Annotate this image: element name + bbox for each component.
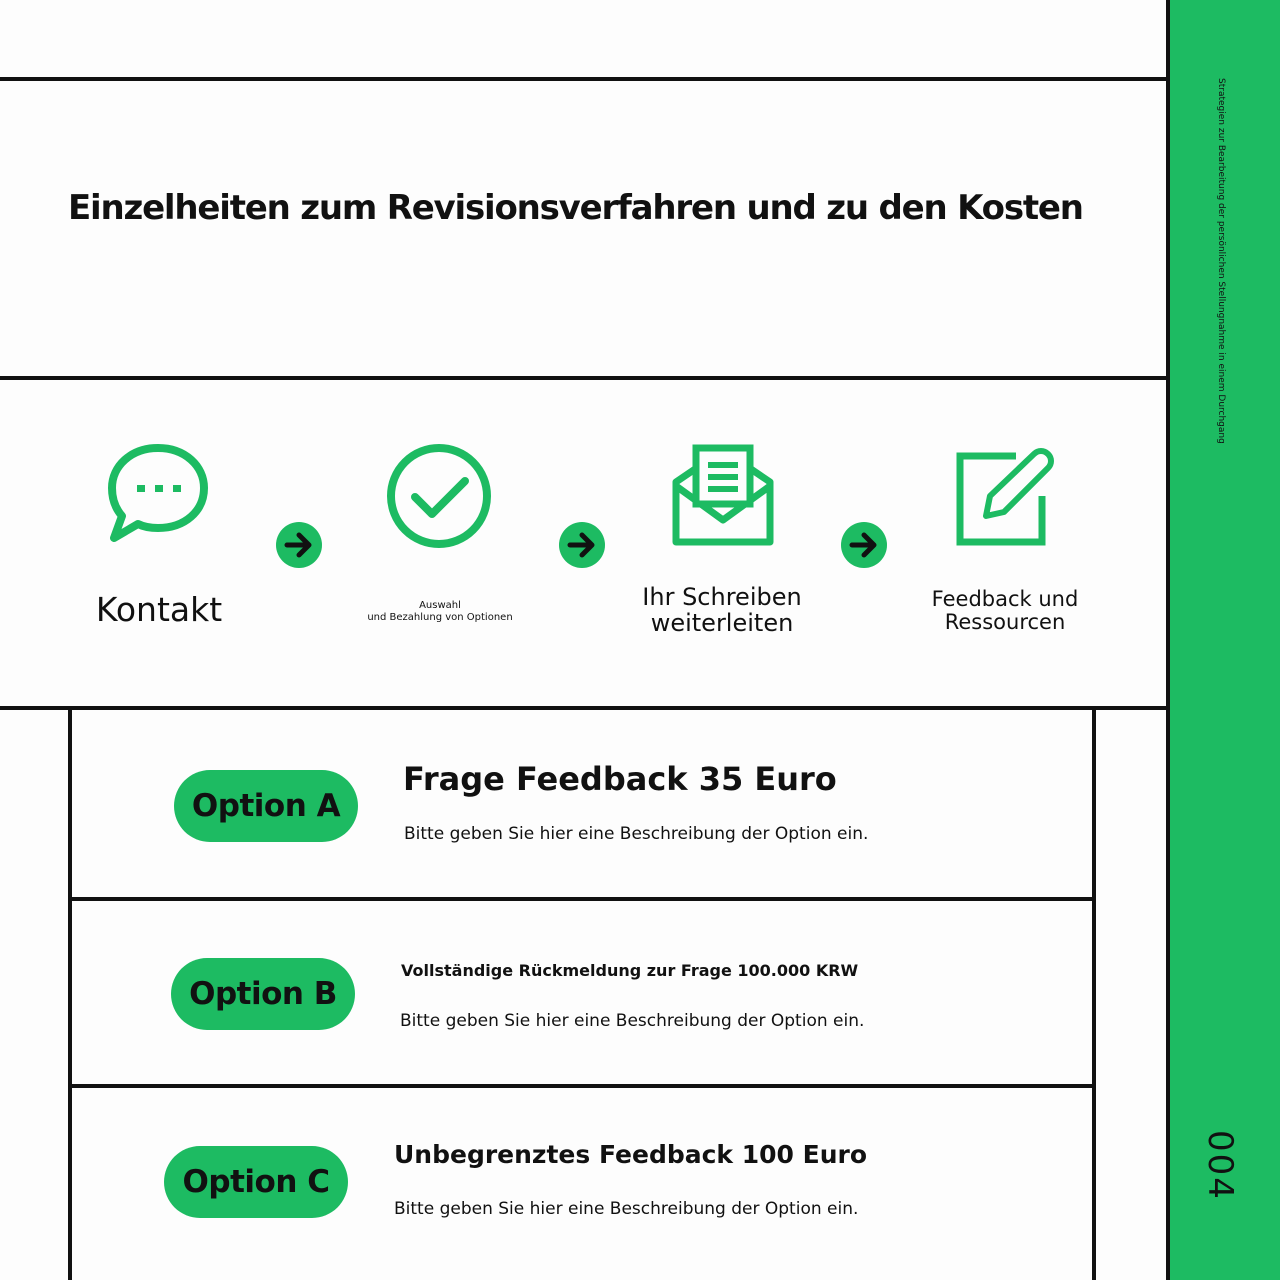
arrow-right-icon (558, 521, 606, 569)
divider-option-b (70, 1084, 1096, 1088)
edit-pencil-icon (954, 448, 1056, 548)
step-label-feedback (900, 588, 1110, 634)
step-label-auswahl (330, 600, 550, 624)
divider-steps-bottom (0, 706, 1168, 710)
table-left-border (68, 708, 72, 1280)
step-label-auswahl-line1: Auswahl (419, 600, 461, 611)
step-label-feedback-line1: Feedback und (931, 587, 1079, 611)
option-b-description: Bitte geben Sie hier eine Beschreibung der Option ein. (400, 1011, 865, 1031)
option-a-description: Bitte geben Sie hier eine Beschreibung der Option ein. (404, 824, 869, 844)
page-title: Einzelheiten zum Revisionsverfahren und zu den Kosten (68, 188, 1083, 228)
option-a-heading: Frage Feedback 35 Euro (403, 760, 837, 798)
step-label-kontakt: Kontakt (95, 590, 223, 629)
step-label-schreiben-line1: Ihr Schreiben (642, 583, 802, 611)
divider-title-bottom (0, 376, 1168, 380)
option-b-badge: Option B (171, 958, 355, 1030)
arrow-right-icon (275, 521, 323, 569)
sidebar-vertical-text: Strategien zur Bearbeitung der persönlichen Stellungnahme in einem Durchgang (1216, 78, 1226, 444)
step-label-schreiben (622, 584, 822, 636)
chat-bubble-icon (106, 442, 210, 544)
step-label-auswahl-line2: und Bezahlung von Optionen (367, 612, 513, 623)
option-c-heading: Unbegrenztes Feedback 100 Euro (394, 1140, 868, 1169)
divider-top (0, 77, 1168, 81)
option-b-heading: Vollständige Rückmeldung zur Frage 100.000 KRW (401, 961, 859, 980)
option-a-badge: Option A (174, 770, 358, 842)
divider-option-a (70, 897, 1096, 901)
check-circle-icon (385, 442, 493, 550)
option-c-badge: Option C (164, 1146, 348, 1218)
option-c-description: Bitte geben Sie hier eine Beschreibung der Option ein. (394, 1199, 859, 1219)
step-label-schreiben-line2: weiterleiten (650, 609, 794, 637)
page-number: 004 (1200, 1130, 1240, 1201)
step-label-feedback-line2: Ressourcen (944, 610, 1066, 634)
envelope-letter-icon (670, 442, 776, 548)
arrow-right-icon (840, 521, 888, 569)
table-right-border (1092, 708, 1096, 1280)
